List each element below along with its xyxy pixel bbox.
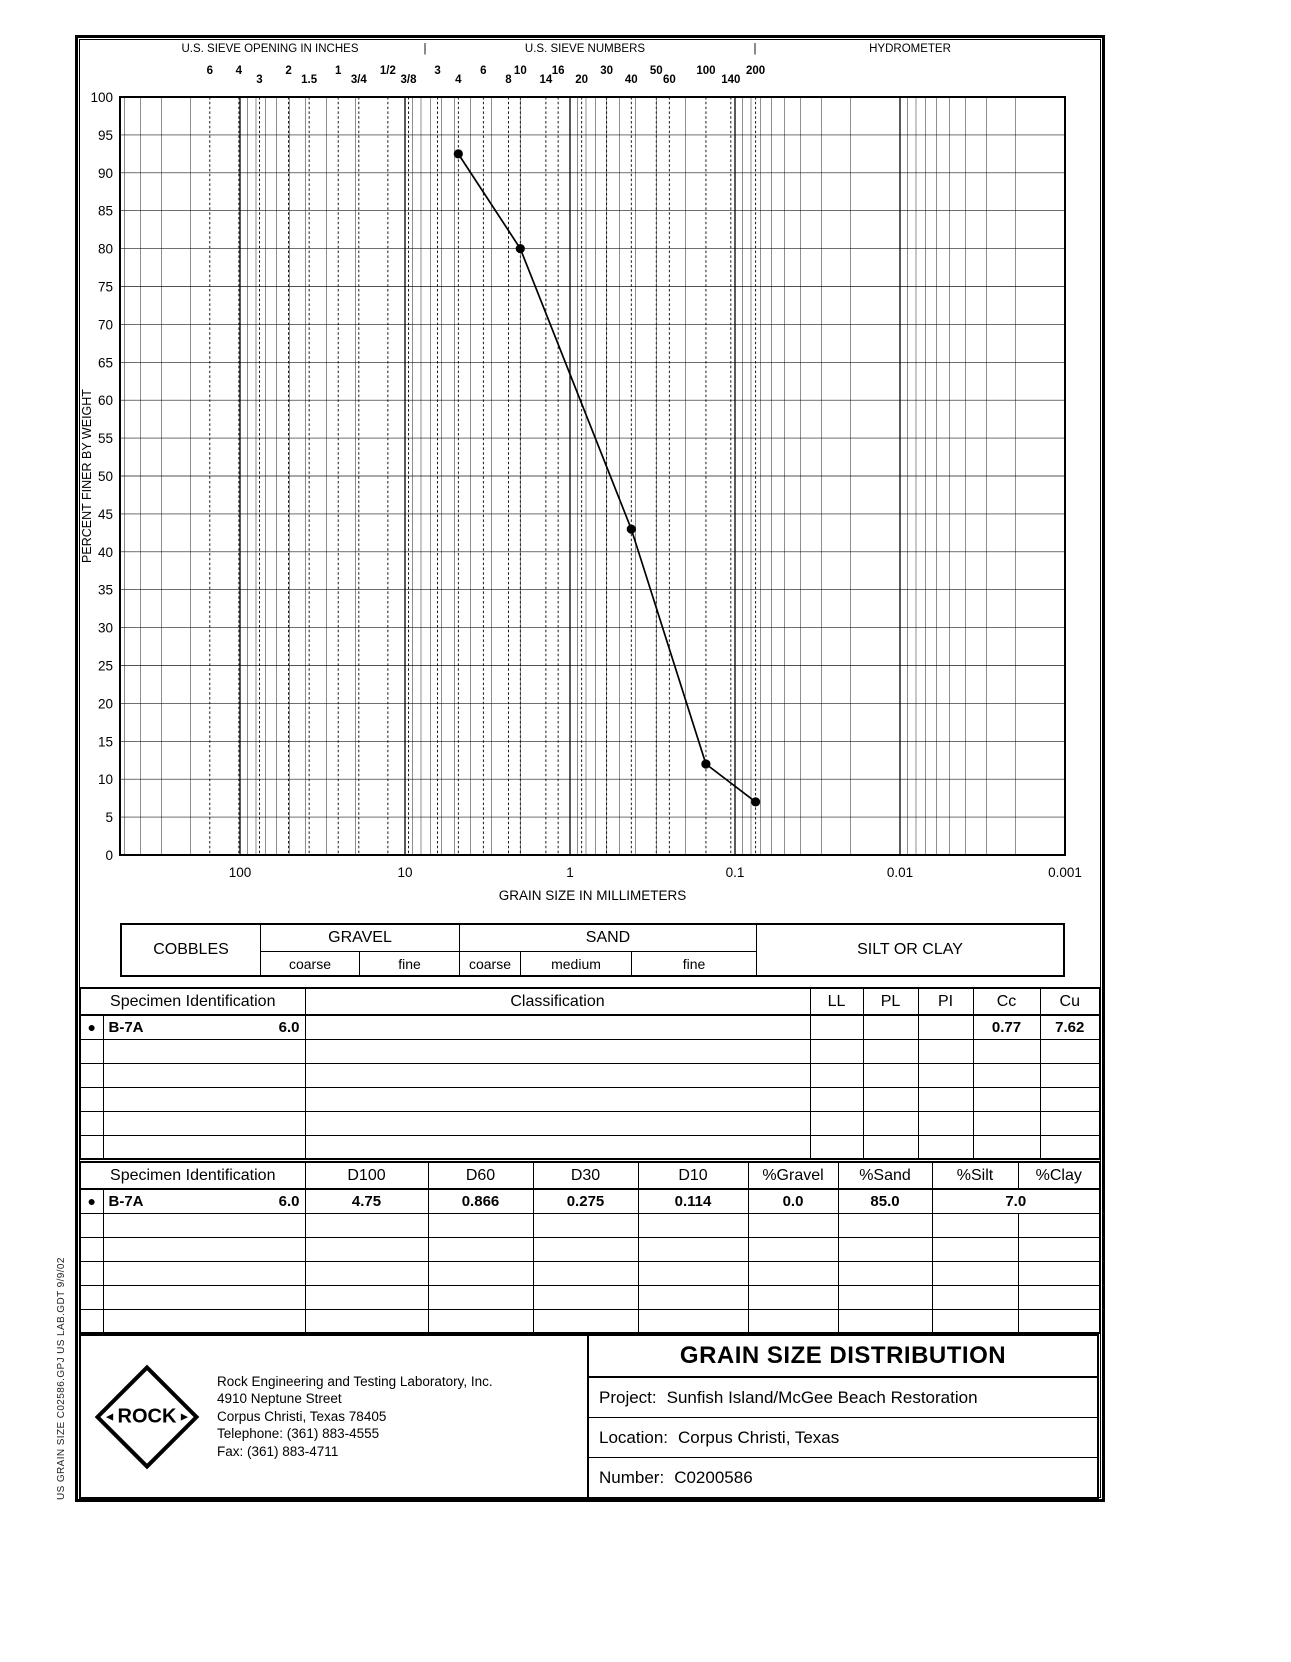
report-title: GRAIN SIZE DISTRIBUTION xyxy=(589,1336,1097,1378)
sieve-header-separator: | xyxy=(753,43,757,55)
col-d30: D30 xyxy=(533,1162,638,1189)
specimen-depth: 6.0 xyxy=(278,1192,300,1210)
logo-right-arrow-icon: ► xyxy=(178,1409,191,1424)
y-tick-label: 65 xyxy=(97,355,113,371)
y-tick-label: 35 xyxy=(97,582,113,598)
x-tick-label: 0.1 xyxy=(725,865,745,880)
grain-size-chart xyxy=(78,38,1100,916)
series-marker: ● xyxy=(80,1189,103,1213)
company-panel xyxy=(81,1336,589,1497)
cu-value: 7.62 xyxy=(1040,1015,1100,1039)
specimen-id: B-7A xyxy=(108,1018,144,1036)
col-d100: D100 xyxy=(305,1162,428,1189)
specimen-depth: 6.0 xyxy=(278,1018,300,1036)
pi-value xyxy=(918,1015,973,1039)
col-pct-gravel: %Gravel xyxy=(748,1162,838,1189)
fraction-silt-or-clay: SILT OR CLAY xyxy=(857,941,963,958)
d30-value: 0.275 xyxy=(533,1189,638,1213)
logo-left-arrow-icon: ◄ xyxy=(103,1409,116,1424)
table-row xyxy=(80,1285,1100,1309)
y-tick-label: 20 xyxy=(97,696,113,712)
sieve-label: 50 xyxy=(649,65,663,77)
sieve-label: 40 xyxy=(624,74,638,86)
sieve-label: 3 xyxy=(434,65,441,77)
company-phone: Telephone: (361) 883-4555 xyxy=(217,1426,380,1442)
col-d60: D60 xyxy=(428,1162,533,1189)
specimen-cell xyxy=(103,1015,305,1039)
col-pi: PI xyxy=(918,988,973,1015)
fraction-gravel-group xyxy=(261,925,460,975)
sieve-label: 1/2 xyxy=(379,65,396,77)
pl-value xyxy=(863,1015,918,1039)
size-fraction-bar xyxy=(120,923,1065,977)
fraction-cobbles: COBBLES xyxy=(122,925,261,975)
report-frame xyxy=(75,35,1105,1502)
sieve-label: 8 xyxy=(505,74,512,86)
col-pl: PL xyxy=(863,988,918,1015)
fraction-sand-group xyxy=(460,925,757,975)
table-row xyxy=(80,1063,1100,1087)
y-tick-label: 30 xyxy=(97,620,113,636)
col-ll: LL xyxy=(810,988,863,1015)
sieve-label: 14 xyxy=(539,74,553,86)
y-tick-label: 60 xyxy=(97,393,113,409)
data-point xyxy=(701,759,710,768)
pct-silt-clay-value: 7.0 xyxy=(932,1189,1100,1213)
number-value: C0200586 xyxy=(674,1467,753,1487)
location-row xyxy=(589,1418,1097,1458)
sieve-label: 2 xyxy=(285,65,292,77)
sieve-label: 100 xyxy=(696,65,716,77)
series-marker: ● xyxy=(80,1015,103,1039)
col-d10: D10 xyxy=(638,1162,748,1189)
company-city: Corpus Christi, Texas 78405 xyxy=(217,1408,387,1424)
x-tick-label: 1 xyxy=(566,865,574,880)
location-value: Corpus Christi, Texas xyxy=(678,1427,840,1447)
table-row xyxy=(80,1111,1100,1135)
sieve-label: 1.5 xyxy=(301,74,318,86)
y-tick-label: 75 xyxy=(97,279,113,295)
cc-value: 0.77 xyxy=(973,1015,1040,1039)
y-tick-label: 15 xyxy=(97,734,113,750)
table-row xyxy=(80,1213,1100,1237)
sieve-header-label: U.S. SIEVE OPENING IN INCHES xyxy=(181,43,359,55)
classification-header-row xyxy=(80,988,1100,1015)
company-street: 4910 Neptune Street xyxy=(217,1391,342,1407)
sieve-label: 30 xyxy=(600,65,614,77)
col-classification: Classification xyxy=(305,988,810,1015)
y-tick-label: 5 xyxy=(105,810,113,826)
specimen-id: B-7A xyxy=(108,1192,144,1210)
sieve-header-separator: | xyxy=(423,43,427,55)
classification-table xyxy=(79,987,1101,1160)
logo-word xyxy=(104,1405,191,1428)
data-point xyxy=(627,525,636,534)
table-row xyxy=(80,1189,1100,1213)
col-specimen-identification: Specimen Identification xyxy=(80,1162,305,1189)
table-row xyxy=(80,1039,1100,1063)
company-info xyxy=(217,1373,493,1461)
d10-value: 0.114 xyxy=(638,1189,748,1213)
table-row xyxy=(80,1261,1100,1285)
project-panel xyxy=(589,1336,1097,1497)
fraction-gravel-fine: fine xyxy=(398,955,421,972)
project-value: Sunfish Island/McGee Beach Restoration xyxy=(666,1387,978,1407)
table-row xyxy=(80,1135,1100,1159)
x-axis-title: GRAIN SIZE IN MILLIMETERS xyxy=(498,888,687,903)
sieve-header-label: U.S. SIEVE NUMBERS xyxy=(524,43,646,55)
col-cu: Cu xyxy=(1040,988,1100,1015)
classification-value xyxy=(305,1015,810,1039)
sieve-label: 140 xyxy=(721,74,741,86)
data-point xyxy=(516,244,525,253)
y-tick-label: 45 xyxy=(97,506,113,522)
specimen-cell xyxy=(103,1189,305,1213)
project-label: Project: xyxy=(599,1387,657,1407)
fraction-sand-medium: medium xyxy=(521,952,632,975)
x-tick-label: 100 xyxy=(228,865,252,880)
gradation-header-row xyxy=(80,1162,1100,1189)
col-pct-sand: %Sand xyxy=(838,1162,932,1189)
sieve-header-label: HYDROMETER xyxy=(869,43,951,55)
sieve-label: 6 xyxy=(206,65,214,77)
y-tick-label: 25 xyxy=(97,658,113,674)
side-filename-text: US GRAIN SIZE C02586.GPJ US LAB.GDT 9/9/02 xyxy=(56,1257,67,1500)
fraction-gravel: GRAVEL xyxy=(261,925,459,952)
number-label: Number: xyxy=(599,1467,665,1487)
sieve-label: 10 xyxy=(513,65,527,77)
sieve-label: 60 xyxy=(662,74,676,86)
y-tick-label: 85 xyxy=(97,203,113,219)
company-fax: Fax: (361) 883-4711 xyxy=(217,1443,339,1459)
table-row xyxy=(80,1087,1100,1111)
data-point xyxy=(751,797,760,806)
fraction-gravel-coarse: coarse xyxy=(261,952,360,975)
x-tick-label: 0.01 xyxy=(886,865,914,880)
col-pct-clay: %Clay xyxy=(1018,1162,1100,1189)
fraction-sand-fine: fine xyxy=(682,955,706,972)
table-row xyxy=(80,1237,1100,1261)
sieve-label: 20 xyxy=(575,74,589,86)
data-point xyxy=(454,149,463,158)
col-specimen-identification: Specimen Identification xyxy=(80,988,305,1015)
logo-text: ROCK xyxy=(117,1405,177,1427)
company-name: Rock Engineering and Testing Laboratory, Inc. xyxy=(217,1373,493,1389)
x-tick-label: 10 xyxy=(397,865,413,880)
col-pct-silt: %Silt xyxy=(932,1162,1018,1189)
y-tick-label: 90 xyxy=(97,165,113,181)
company-logo xyxy=(91,1365,203,1469)
number-row xyxy=(589,1458,1097,1497)
fraction-sand: SAND xyxy=(460,925,756,952)
y-tick-label: 70 xyxy=(97,317,113,333)
y-tick-label: 55 xyxy=(97,431,113,447)
project-row xyxy=(589,1378,1097,1418)
location-label: Location: xyxy=(599,1427,668,1447)
y-tick-label: 10 xyxy=(97,772,113,788)
sieve-label: 200 xyxy=(746,65,766,77)
sieve-label: 4 xyxy=(455,74,462,86)
sieve-label: 3/4 xyxy=(350,74,367,86)
sieve-label: 3 xyxy=(256,74,263,86)
d100-value: 4.75 xyxy=(305,1189,428,1213)
y-axis-title: PERCENT FINER BY WEIGHT xyxy=(80,389,94,563)
y-tick-label: 50 xyxy=(97,469,113,484)
title-block xyxy=(79,1334,1099,1499)
x-tick-label: 0.001 xyxy=(1048,865,1082,880)
y-tick-label: 95 xyxy=(97,127,113,143)
ll-value xyxy=(810,1015,863,1039)
sieve-label: 6 xyxy=(480,65,487,77)
y-tick-label: 80 xyxy=(97,241,113,257)
sieve-label: 16 xyxy=(551,65,565,77)
pct-sand-value: 85.0 xyxy=(838,1189,932,1213)
gradation-table xyxy=(79,1161,1101,1334)
fraction-sand-coarse: coarse xyxy=(460,952,521,975)
y-tick-label: 100 xyxy=(90,90,113,105)
table-row xyxy=(80,1015,1100,1039)
col-cc: Cc xyxy=(973,988,1040,1015)
table-row xyxy=(80,1309,1100,1333)
y-tick-label: 40 xyxy=(97,544,113,560)
sieve-label: 1 xyxy=(334,65,342,77)
d60-value: 0.866 xyxy=(428,1189,533,1213)
sieve-label: 4 xyxy=(235,65,243,77)
pct-gravel-value: 0.0 xyxy=(748,1189,838,1213)
sieve-label: 3/8 xyxy=(400,74,417,86)
y-tick-label: 0 xyxy=(105,848,113,863)
